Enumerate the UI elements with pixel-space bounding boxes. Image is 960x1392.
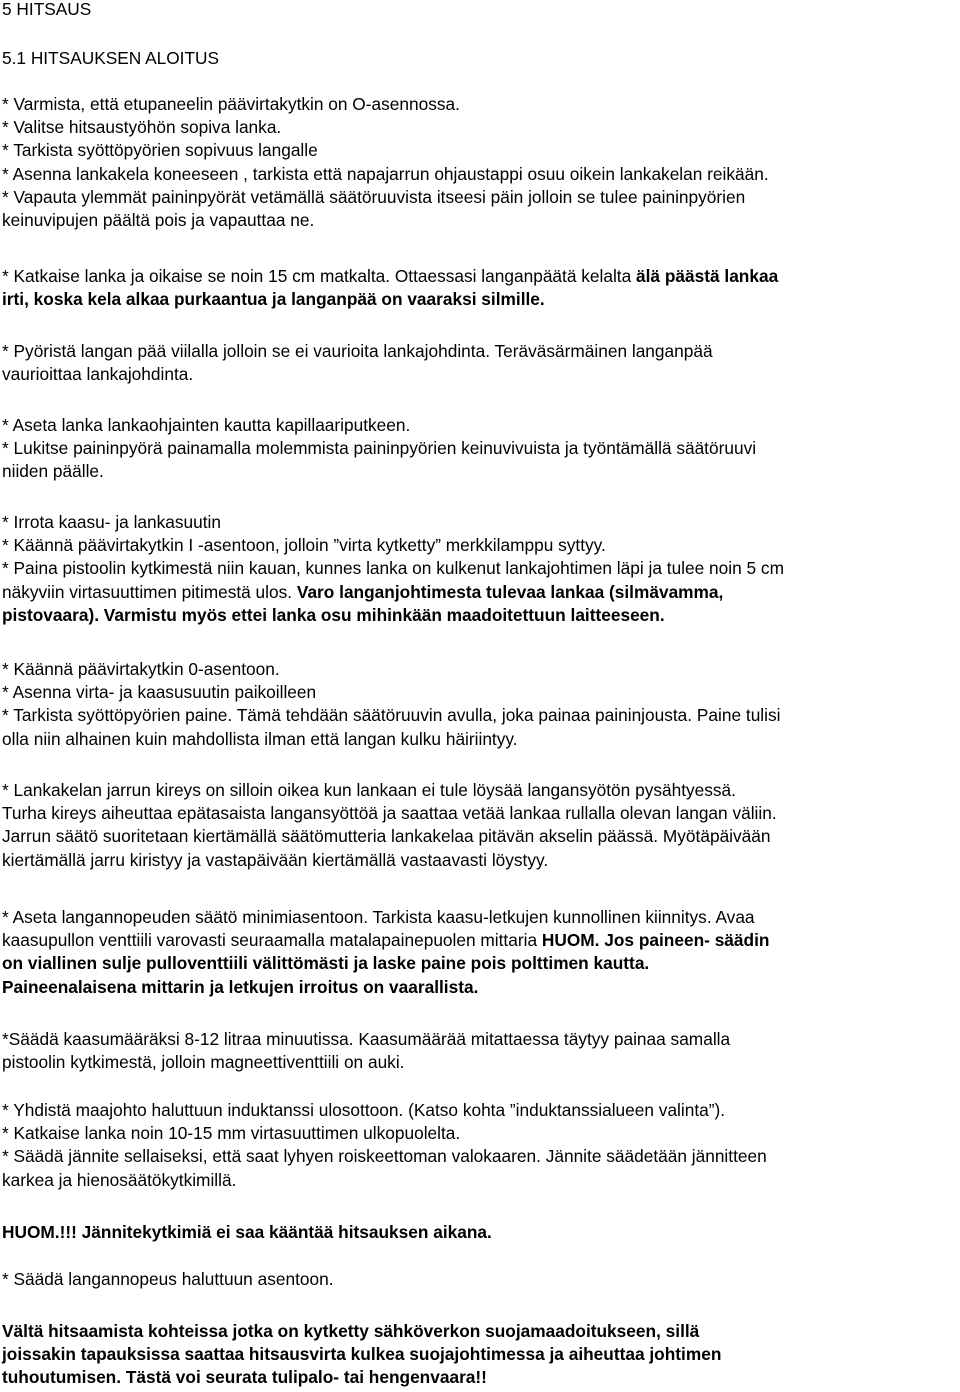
text-line [2,581,957,604]
paragraph-power-on [2,511,957,627]
subsection-heading: 5.1 HITSAUKSEN ALOITUS [2,48,220,68]
text-line: * Paina pistoolin kytkimestä niin kauan, kunnes lanka on kulkenut lankajohtimen läpi ja tulee noin 5 cm [2,558,784,579]
text-line: vaurioittaa lankajohdinta. [2,364,194,385]
section-heading: 5 HITSAUS [2,0,92,19]
text-line [2,976,957,999]
text-line [2,604,957,627]
paragraph-power-off [2,658,957,751]
text-line: * Aseta lanka lankaohjainten kautta kapillaariputkeen. [2,415,411,435]
text-line [2,1366,957,1389]
text-line: * Vapauta ylemmät paininpyörät vetämällä säätöruuvista itseesi päin jolloin se tulee paininpyörien [2,186,746,207]
text-line: * Säädä langannopeus haluttuun asentoon. [2,1269,334,1289]
warning-text: älä päästä lankaa [636,266,779,286]
text-line [2,929,957,952]
paragraph-feed-wire [2,414,957,484]
text-line: * Tarkista syöttöpyörien sopivuus langalle [2,140,318,161]
text-line: niiden päälle. [2,461,104,482]
text-line [2,952,957,975]
text-line: * Lukitse paininpyörä painamalla molemmista paininpyörien keinuvivuista ja työntämällä säätöruuvi [2,438,757,459]
warning-text: HUOM. Jos paineen- säädin [541,930,770,951]
warning-text: pistovaara). Varmistu myös ettei lanka osu mihinkään maadoitettuun laitteeseen. [2,604,665,625]
warning-text: HUOM.!!! Jännitekytkimiä ei saa kääntää hitsauksen aikana. [2,1222,492,1242]
paragraph-cut-wire [2,265,957,311]
text-line: * Lankakelan jarrun kireys on silloin oikea kun lankaan ei tule löysää langansyötön pysähtyessä. [2,780,736,800]
text-line: * Irrota kaasu- ja lankasuutin [2,512,222,532]
text-line: * Katkaise lanka noin 10-15 mm virtasuuttimen ulkopuolelta. [2,1123,461,1144]
warning-text: Vältä hitsaamista kohteissa jotka on kytketty sähköverkon suojamaadoitukseen, sillä [2,1321,700,1341]
text-line: *Säädä kaasumääräksi 8-12 litraa minuutissa. Kaasumäärää mitattaessa täytyy painaa samalla [2,1029,731,1049]
text-line: * Asenna lankakela koneeseen , tarkista että napajarrun ohjaustappi osuu oikein lankakelan reikään. [2,163,769,184]
text-line: Turha kireys aiheuttaa epätasaista langansyöttöä ja saattaa vetää lankaa rullalla olevan langan väliin. [2,803,777,824]
text-line [2,288,957,311]
warning-text: Varo langanjohtimesta tulevaa lankaa (silmävamma, [296,581,724,602]
paragraph-round-wire [2,340,957,386]
warning-text: on viallinen sulje pulloventtiili välittömästi ja laske paine pois polttimen kautta. [2,953,650,974]
text-line [2,1221,957,1244]
text-line: keinuvipujen päältä pois ja vapauttaa ne. [2,209,315,230]
text-line: pistoolin kytkimestä, jolloin magneettiventtiili on auki. [2,1052,405,1073]
paragraph-note [2,1221,957,1244]
text-line: * Asenna virta- ja kaasusuutin paikoilleen [2,682,317,703]
warning-text: tuhoutumisen. Tästä voi seurata tulipalo- tai hengenvaara!! [2,1367,487,1388]
paragraph-brake [2,779,957,872]
text-line: * Käännä päävirtakytkin I -asentoon, jolloin ”virta kytketty” merkkilamppu syttyy. [2,535,606,556]
text-line: * Säädä jännite sellaiseksi, että saat lyhyen roiskeettoman valokaaren. Jännite säädetään jännitteen [2,1146,767,1167]
paragraph-checks [2,93,957,232]
text-run: näkyviin virtasuuttimen pitimestä ulos. [2,581,297,602]
text-line [2,265,957,288]
text-line: Jarrun säätö suoritetaan kiertämällä säätömutteria lankakelaa pitävän akselin päässä. Myötäpäivään [2,826,771,847]
text-line [2,1320,957,1343]
text-line: karkea ja hienosäätökytkimillä. [2,1169,237,1190]
paragraph-ground-voltage [2,1099,957,1192]
warning-text: Paineenalaisena mittarin ja letkujen irroitus on vaarallista. [2,976,479,997]
warning-text: joissakin tapauksissa saattaa hitsausvirta kulkea suojajohtimessa ja aiheuttaa johtimen [2,1344,722,1365]
text-line: * Tarkista syöttöpyörien paine. Tämä tehdään säätöruuvin avulla, joka painaa paininjousta. Paine tulisi [2,705,781,726]
text-line: olla niin alhainen kuin mahdollista ilman että langan kulku häiriintyy. [2,728,518,749]
warning-text: irti, koska kela alkaa purkaantua ja langanpää on vaaraksi silmille. [2,289,545,310]
paragraph-gas [2,906,957,999]
paragraph-safety-warning [2,1320,957,1390]
paragraph-wire-speed [2,1268,957,1291]
text-line: * Yhdistä maajohto haluttuun induktanssi ulosottoon. (Katso kohta ”induktanssialueen valinta”). [2,1100,726,1120]
text-line: * Käännä päävirtakytkin 0-asentoon. [2,659,280,679]
text-line: * Pyöristä langan pää viilalla jolloin se ei vaurioita lankajohdinta. Teräväsärmäinen langanpää [2,341,713,361]
text-line: * Valitse hitsaustyöhön sopiva lanka. [2,117,282,138]
paragraph-gas-flow [2,1028,957,1074]
text-run: * Katkaise lanka ja oikaise se noin 15 cm matkalta. Ottaessasi langanpäätä kelalta [2,266,637,286]
text-line: * Varmista, että etupaneelin päävirtakytkin on O-asennossa. [2,94,460,114]
text-line [2,1343,957,1366]
text-line: * Aseta langannopeuden säätö minimiasentoon. Tarkista kaasu-letkujen kunnollinen kiinnitys. Avaa [2,907,755,927]
text-run: kaasupullon venttiili varovasti seuraamalla matalapainepuolen mittaria [2,930,542,951]
text-line: kiertämällä jarru kiristyy ja vastapäivään kiertämällä vastaavasti löystyy. [2,849,549,870]
